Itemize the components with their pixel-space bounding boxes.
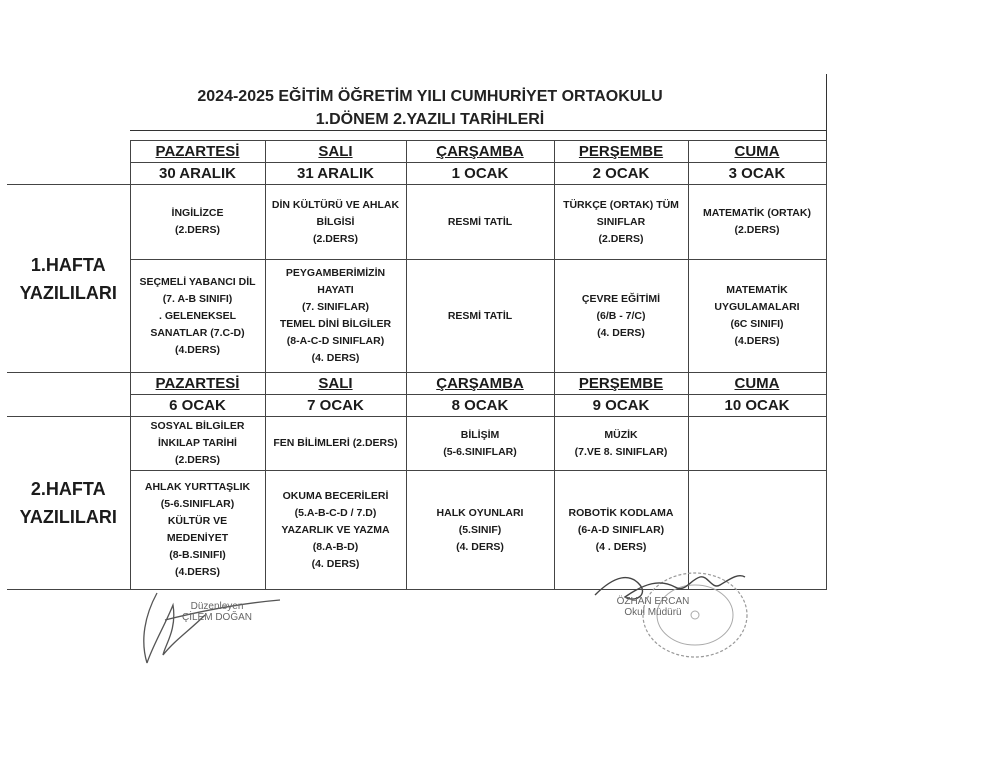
exam-cell-line: AHLAK YURTTAŞLIK — [144, 481, 251, 493]
exam-cell-line: TEMEL DİNİ BİLGİLER — [279, 318, 392, 330]
exam-cell-line: ROBOTİK KODLAMA — [568, 506, 674, 519]
exam-cell-line: (2.DERS) — [598, 232, 644, 245]
week2-label-line1: 2.HAFTA — [30, 479, 106, 499]
exam-cell — [406, 260, 554, 373]
week1-date: 31 ARALIK — [265, 163, 406, 185]
exam-cell-line: RESMİ TATİL — [447, 215, 513, 228]
exam-cell-line: . GELENEKSEL — [158, 309, 236, 322]
exam-cell-line: (7. A-B SINIFI) — [162, 292, 233, 305]
exam-cell — [130, 260, 265, 373]
exam-cell-line: MEDENİYET — [166, 532, 229, 544]
exam-cell — [130, 471, 265, 590]
exam-cell-line: BİLİŞİM — [460, 428, 500, 441]
exam-cell-line: SOSYAL BİLGİLER — [150, 420, 245, 432]
document-title: 2024-2025 EĞİTİM ÖĞRETİM YILI CUMHURİYET ORTAOKULU — [197, 88, 663, 105]
left-signature-name: ÇİLEM DOĞAN — [181, 612, 252, 623]
week1-label-line1: 1.HAFTA — [30, 254, 106, 275]
exam-cell — [554, 185, 688, 260]
exam-cell-line: (6-A-D SINIFLAR) — [577, 523, 665, 536]
exam-cell-line: (4. DERS) — [311, 352, 360, 364]
exam-cell-line: HAYATI — [317, 284, 354, 296]
exam-cell-line: MATEMATİK (ORTAK) — [703, 207, 811, 219]
week2-date: 8 OCAK — [406, 395, 554, 417]
exam-cell-line: ÇEVRE EĞİTİMİ — [581, 292, 661, 305]
left-signature-block — [172, 601, 262, 623]
document-subtitle: 1.DÖNEM 2.YAZILI TARİHLERİ — [315, 111, 545, 128]
week1-exam-row-2 — [7, 260, 826, 373]
week1-date: 30 ARALIK — [130, 163, 265, 185]
right-signature-block — [598, 596, 708, 618]
exam-cell-line: (4.DERS) — [175, 566, 220, 578]
exam-schedule-table — [7, 140, 827, 590]
exam-cell-line: MÜZİK — [604, 428, 638, 441]
week2-day: ÇARŞAMBA — [406, 373, 554, 395]
week2-exam-row-1 — [7, 417, 826, 471]
exam-cell-line: TÜRKÇE (ORTAK) TÜM — [563, 198, 679, 211]
frame-top-line — [130, 130, 827, 131]
exam-cell-line: (6/B - 7/C) — [596, 309, 646, 322]
right-signature-name: ÖZHAN ERCAN — [616, 596, 690, 607]
week2-date: 10 OCAK — [688, 395, 826, 417]
exam-cell-line: (2.DERS) — [175, 224, 220, 236]
week1-day: PERŞEMBE — [554, 141, 688, 163]
week2-date: 6 OCAK — [130, 395, 265, 417]
exam-cell-line: (4 . DERS) — [595, 540, 647, 553]
exam-cell-line: (5-6.SINIFLAR) — [160, 498, 235, 510]
exam-cell — [265, 471, 406, 590]
week1-exam-row-1 — [7, 185, 826, 260]
exam-cell-line: UYGULAMALARI — [714, 301, 800, 313]
exam-cell — [406, 417, 554, 471]
week1-day: SALI — [265, 141, 406, 163]
week2-header-spacer — [7, 373, 130, 417]
exam-cell-line: YAZARLIK VE YAZMA — [281, 523, 390, 536]
week1-date: 2 OCAK — [554, 163, 688, 185]
exam-cell-line: (8-B.SINIFI) — [169, 549, 226, 561]
exam-cell-line: (4. DERS) — [456, 540, 504, 553]
exam-cell-line: RESMİ TATİL — [447, 309, 513, 322]
exam-cell-line: MATEMATİK — [726, 284, 788, 296]
exam-cell-line: SINIFLAR — [596, 215, 646, 228]
exam-cell — [265, 417, 406, 471]
exam-cell-line: (8-A-C-D SINIFLAR) — [286, 335, 385, 347]
week2-day: SALI — [265, 373, 406, 395]
exam-cell-line: (4.DERS) — [175, 343, 220, 356]
exam-cell-line: SEÇMELİ YABANCI DİL — [139, 275, 256, 288]
week1-date: 3 OCAK — [688, 163, 826, 185]
exam-cell-line: (2.DERS) — [734, 224, 780, 236]
left-handwritten-signature — [135, 585, 285, 670]
exam-cell-line: (4.DERS) — [734, 335, 780, 347]
exam-cell-line: (7.VE 8. SINIFLAR) — [574, 445, 668, 458]
exam-cell-line: (4. DERS) — [597, 326, 645, 339]
exam-cell-line: BİLGİSİ — [316, 215, 355, 228]
exam-cell — [130, 417, 265, 471]
week2-label-line2: YAZILILARI — [19, 507, 117, 527]
week2-label — [7, 417, 130, 590]
week1-label — [7, 185, 130, 373]
exam-cell-line: HALK OYUNLARI — [436, 506, 524, 519]
week2-date: 7 OCAK — [265, 395, 406, 417]
exam-cell — [554, 260, 688, 373]
exam-cell-line: (7. SINIFLAR) — [301, 301, 370, 313]
week1-label-line2: YAZILILARI — [19, 282, 117, 303]
week1-day: PAZARTESİ — [130, 141, 265, 163]
exam-cell-line: SANATLAR (7.C-D) — [150, 326, 245, 339]
exam-cell — [688, 417, 826, 471]
exam-cell-line: İNGİLİZCE — [171, 207, 224, 219]
week2-date: 9 OCAK — [554, 395, 688, 417]
exam-cell — [688, 185, 826, 260]
right-signature-role: Okul Müdürü — [624, 607, 682, 618]
exam-cell-line: OKUMA BECERİLERİ — [282, 489, 389, 502]
exam-cell — [265, 260, 406, 373]
week2-date-row — [7, 395, 826, 417]
exam-cell-line: (2.DERS) — [175, 454, 220, 466]
week1-day: CUMA — [688, 141, 826, 163]
week2-day: PAZARTESİ — [130, 373, 265, 395]
left-signature-role: Düzenleyen — [190, 601, 244, 612]
week1-header-spacer — [7, 141, 130, 185]
exam-cell-line: DİN KÜLTÜRÜ VE AHLAK — [271, 198, 400, 211]
exam-cell — [406, 471, 554, 590]
exam-cell — [406, 185, 554, 260]
exam-cell-line: (6C SINIFI) — [730, 318, 784, 330]
exam-cell-line: (2.DERS) — [313, 232, 358, 245]
week1-date: 1 OCAK — [406, 163, 554, 185]
exam-cell — [688, 260, 826, 373]
exam-cell — [265, 185, 406, 260]
week1-date-row — [7, 163, 826, 185]
week2-day-row — [7, 373, 826, 395]
exam-cell-line: İNKILAP TARİHİ — [158, 437, 237, 449]
week1-day-row — [7, 141, 826, 163]
exam-cell-line: PEYGAMBERİMİZİN — [285, 267, 386, 279]
week2-day: CUMA — [688, 373, 826, 395]
exam-cell-line: (8.A-B-D) — [312, 540, 359, 553]
exam-cell-line: (5.SINIF) — [458, 523, 502, 536]
exam-cell-line: (4. DERS) — [311, 557, 360, 570]
exam-cell-line: (5.A-B-C-D / 7.D) — [294, 506, 377, 519]
week2-day: PERŞEMBE — [554, 373, 688, 395]
exam-cell-line: KÜLTÜR VE — [167, 515, 228, 527]
week1-day: ÇARŞAMBA — [406, 141, 554, 163]
exam-cell-line: FEN BİLİMLERİ (2.DERS) — [273, 437, 398, 449]
exam-cell-line: (5-6.SINIFLAR) — [443, 445, 517, 458]
exam-cell — [130, 185, 265, 260]
exam-cell — [554, 417, 688, 471]
